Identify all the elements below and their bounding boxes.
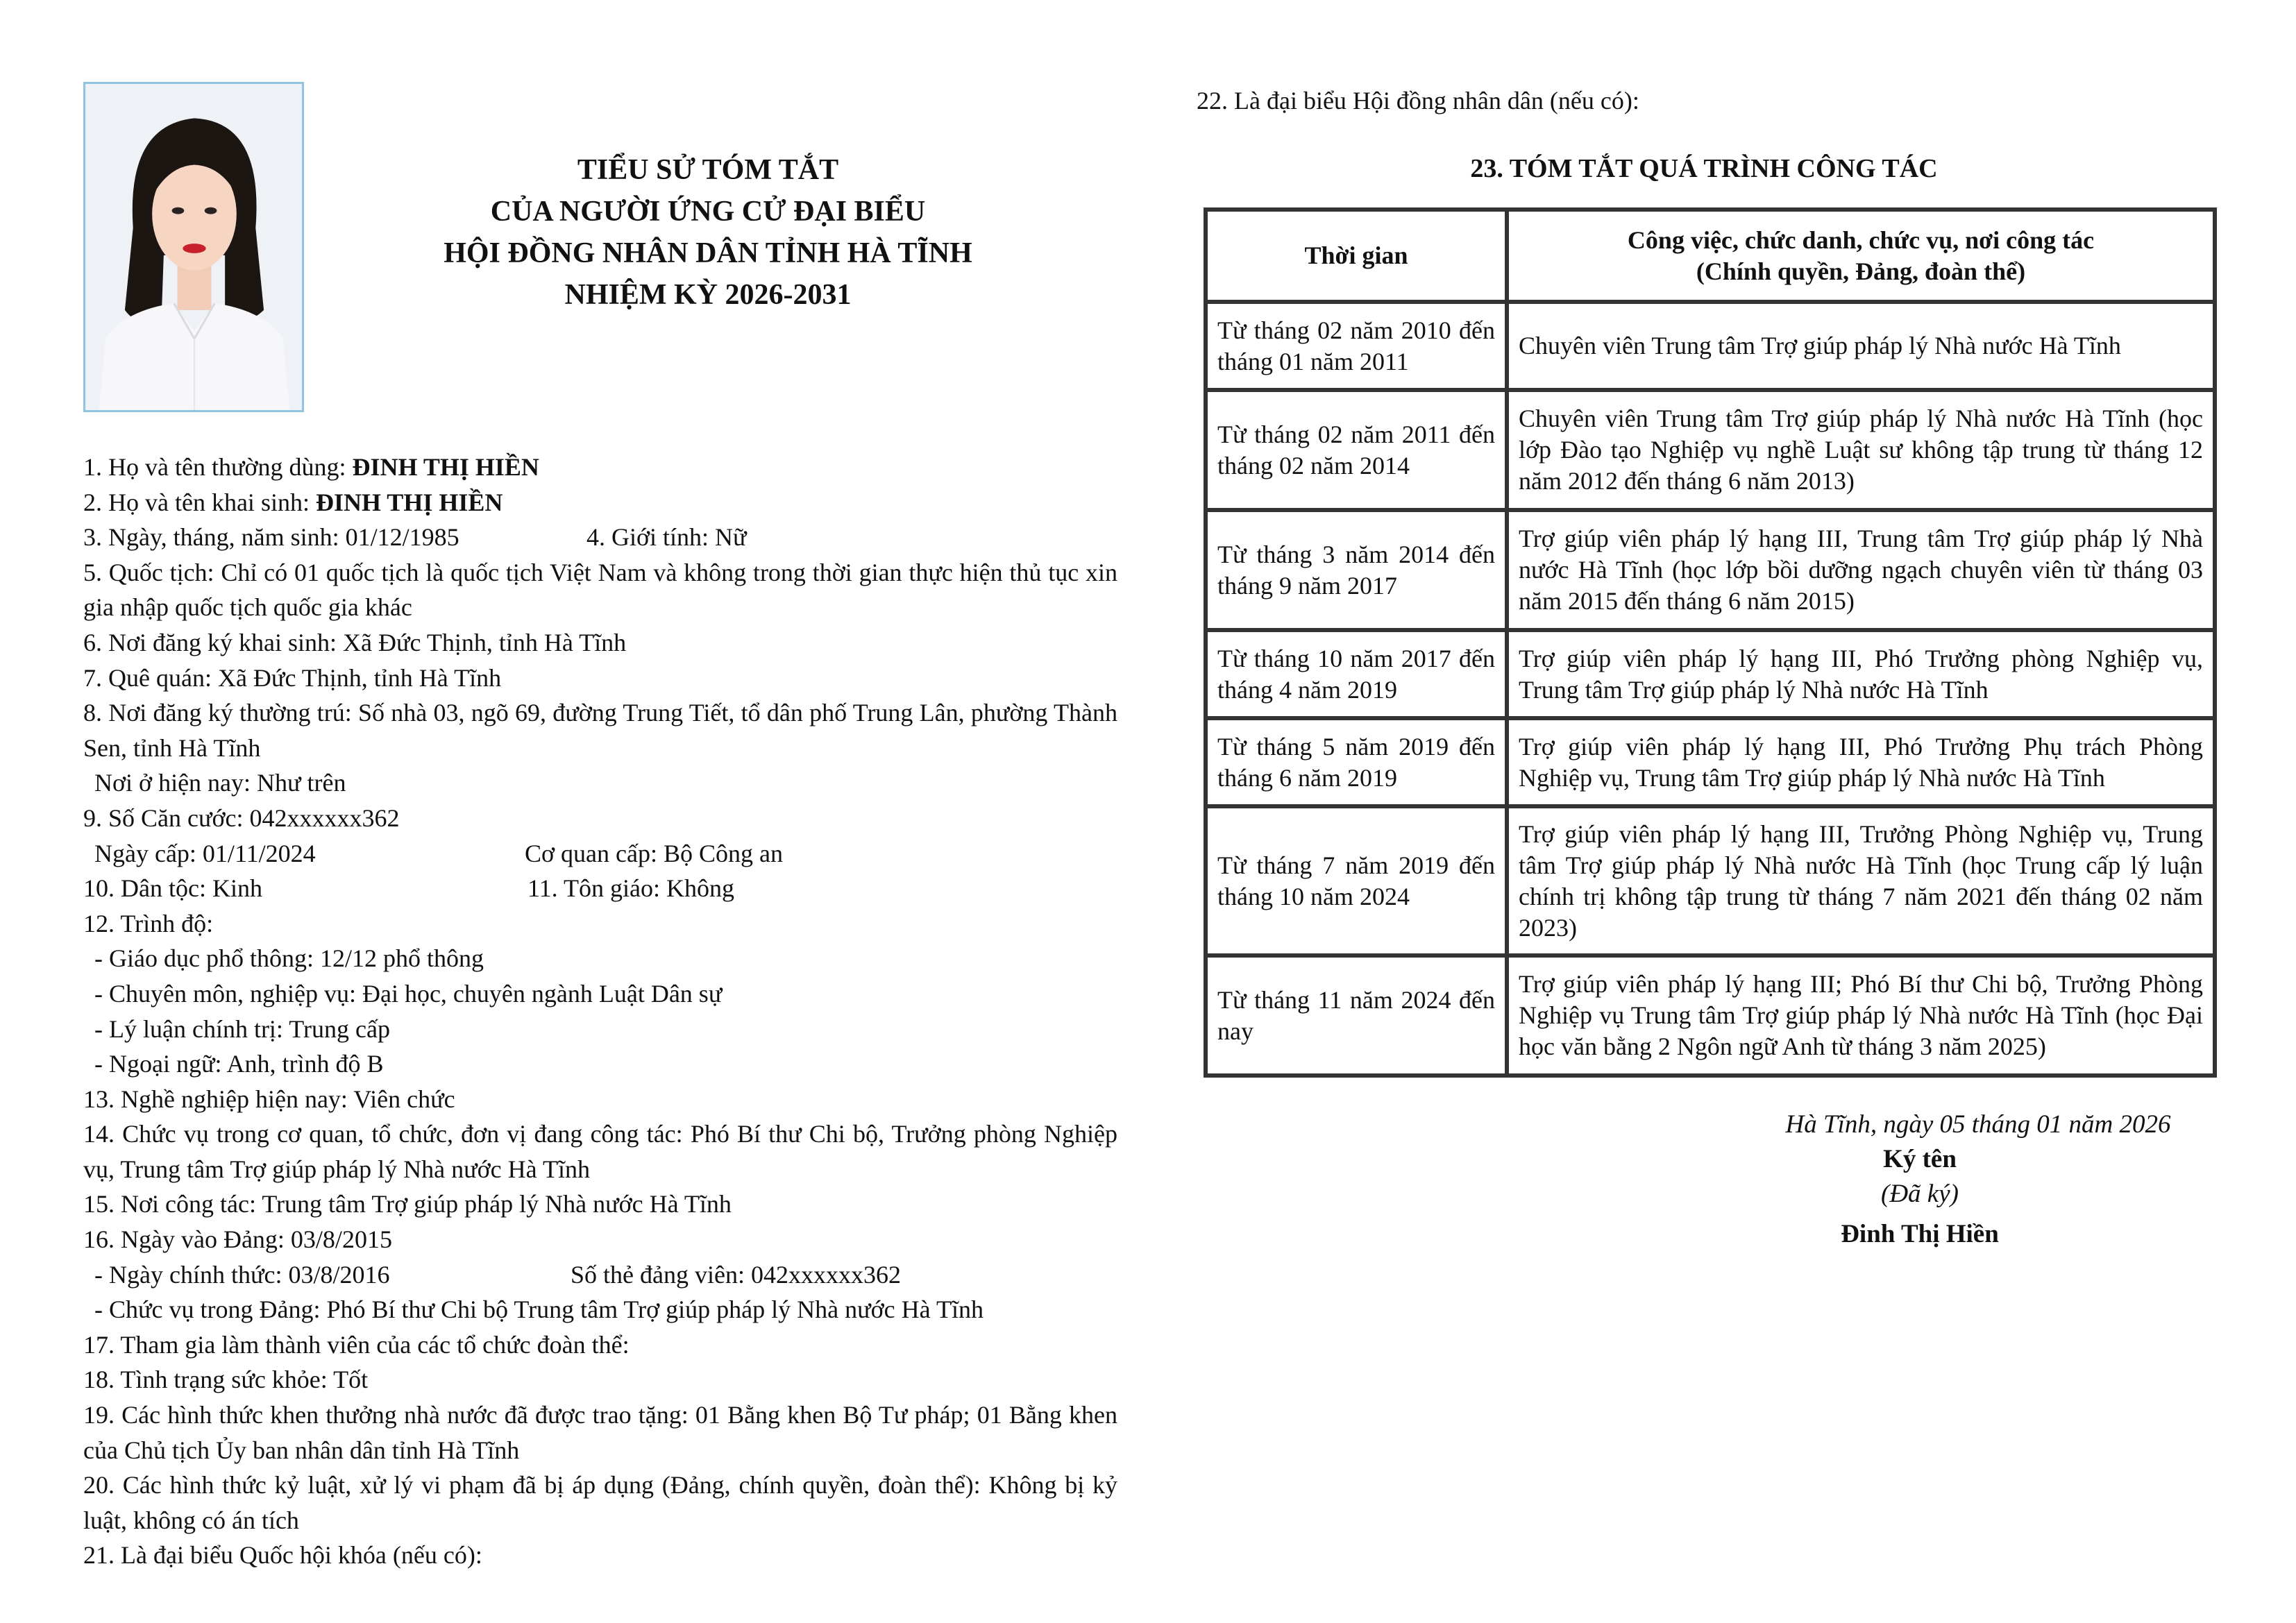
table-row xyxy=(1206,630,2215,718)
career-summary-heading: 23. TÓM TẮT QUÁ TRÌNH CÔNG TÁC xyxy=(1470,154,1938,183)
field-awards: 19. Các hình thức khen thưởng nhà nước đã được trao tặng: 01 Bằng khen Bộ Tư pháp; 01 Bằng khen của Chủ tịch Ủy ban nhân dân tỉnh Hà Tĩnh xyxy=(83,1401,1117,1464)
row-time: Từ tháng 10 năm 2017 đến tháng 4 năm 2019 xyxy=(1206,630,1507,718)
row-time: Từ tháng 5 năm 2019 đến tháng 6 năm 2019 xyxy=(1206,718,1507,806)
field-hometown: 7. Quê quán: Xã Đức Thịnh, tỉnh Hà Tĩnh xyxy=(83,663,502,692)
field-party-position: - Chức vụ trong Đảng: Phó Bí thư Chi bộ Trung tâm Trợ giúp pháp lý Nhà nước Hà Tĩnh xyxy=(94,1295,984,1324)
table-row xyxy=(1206,510,2215,630)
field-education-general: - Giáo dục phổ thông: 12/12 phổ thông xyxy=(94,944,484,973)
field-education-major: - Chuyên môn, nghiệp vụ: Đại học, chuyên ngành Luật Dân sự xyxy=(94,979,723,1008)
portrait-illustration xyxy=(85,84,302,410)
signer-name: Đinh Thị Hiền xyxy=(1841,1220,1999,1248)
field-party-official-date: - Ngày chính thức: 03/8/2016 xyxy=(94,1260,390,1289)
field-discipline: 20. Các hình thức kỷ luật, xử lý vi phạm đã bị áp dụng (Đảng, chính quyền, đoàn thể): Không bị kỷ luật, không có án tích xyxy=(83,1471,1117,1534)
field-birth-registration: 6. Nơi đăng ký khai sinh: Xã Đức Thịnh, tỉnh Hà Tĩnh xyxy=(83,628,627,656)
field-ethnicity: 10. Dân tộc: Kinh xyxy=(83,874,262,903)
field-id-issuer: Cơ quan cấp: Bộ Công an xyxy=(525,839,783,867)
row-description: Chuyên viên Trung tâm Trợ giúp pháp lý Nhà nước Hà Tĩnh xyxy=(1507,302,2215,390)
field-party-card: Số thẻ đảng viên: 042xxxxxx362 xyxy=(571,1260,901,1289)
field-id-number: 9. Số Căn cước: 042xxxxxx362 xyxy=(83,804,400,832)
field-party-join-date: 16. Ngày vào Đảng: 03/8/2015 xyxy=(83,1225,392,1254)
field-organizations: 17. Tham gia làm thành viên của các tổ chức đoàn thể: xyxy=(83,1330,630,1359)
field-education-language: - Ngoại ngữ: Anh, trình độ B xyxy=(94,1050,384,1078)
header-description: Công việc, chức danh, chức vụ, nơi công tác (Chính quyền, Đảng, đoàn thể) xyxy=(1507,210,2215,302)
field-birth-name: 2. Họ và tên khai sinh: ĐINH THỊ HIỀN xyxy=(83,488,503,516)
signature-label: Ký tên xyxy=(1883,1145,1957,1173)
field-occupation: 13. Nghề nghiệp hiện nay: Viên chức xyxy=(83,1085,455,1113)
row-description: Trợ giúp viên pháp lý hạng III, Trung tâm Trợ giúp pháp lý Nhà nước Hà Tĩnh (học lớp bồi dưỡng ngạch chuyên viên từ tháng 03 năm 2015 đến tháng 6 năm 2015) xyxy=(1507,510,2215,630)
row-time: Từ tháng 11 năm 2024 đến nay xyxy=(1206,955,1507,1076)
row-description: Chuyên viên Trung tâm Trợ giúp pháp lý Nhà nước Hà Tĩnh (học lớp Đào tạo Nghiệp vụ nghề Luật sư không tập trung từ tháng 12 năm 2012 đến tháng 6 năm 2013) xyxy=(1507,390,2215,510)
signature-place-date: Hà Tĩnh, ngày 05 tháng 01 năm 2026 xyxy=(1785,1110,2171,1139)
row-description: Trợ giúp viên pháp lý hạng III, Phó Trưởng Phụ trách Phòng Nghiệp vụ, Trung tâm Trợ giúp pháp lý Nhà nước Hà Tĩnh xyxy=(1507,718,2215,806)
birth-name-value: ĐINH THỊ HIỀN xyxy=(315,488,503,516)
field-workplace: 15. Nơi công tác: Trung tâm Trợ giúp pháp lý Nhà nước Hà Tĩnh xyxy=(83,1190,732,1218)
common-name-value: ĐINH THỊ HIỀN xyxy=(352,453,539,481)
field-education: 12. Trình độ: xyxy=(83,909,214,937)
table-row xyxy=(1206,718,2215,806)
table-row xyxy=(1206,390,2215,510)
personal-info xyxy=(83,450,1117,1573)
field-health: 18. Tình trạng sức khỏe: Tốt xyxy=(83,1366,369,1394)
field-id-issue-date: Ngày cấp: 01/11/2024 xyxy=(94,839,316,867)
field-ethnic-religion xyxy=(83,871,1117,906)
row-time: Từ tháng 02 năm 2011 đến tháng 02 năm 2014 xyxy=(1206,390,1507,510)
field-current-residence: Nơi ở hiện nay: Như trên xyxy=(94,769,346,797)
row-description: Trợ giúp viên pháp lý hạng III; Phó Bí thư Chi bộ, Trưởng Phòng Nghiệp vụ Trung tâm Trợ giúp pháp lý Nhà nước Hà Tĩnh (học Đại học văn bằng 2 Ngôn ngữ Anh từ tháng 3 năm 2025) xyxy=(1507,955,2215,1076)
table-row xyxy=(1206,955,2215,1076)
header-time: Thời gian xyxy=(1206,210,1507,302)
field-dob: 3. Ngày, tháng, năm sinh: 01/12/1985 xyxy=(83,523,459,552)
field-education-politics: - Lý luận chính trị: Trung cấp xyxy=(94,1014,390,1043)
row-description: Trợ giúp viên pháp lý hạng III, Phó Trưởng phòng Nghiệp vụ, Trung tâm Trợ giúp pháp lý Nhà nước Hà Tĩnh xyxy=(1507,630,2215,718)
row-time: Từ tháng 02 năm 2010 đến tháng 01 năm 2011 xyxy=(1206,302,1507,390)
field-party-official xyxy=(83,1257,1117,1293)
title-line-3: HỘI ĐỒNG NHÂN DÂN TỈNH HÀ TĨNH xyxy=(444,237,972,269)
row-time: Từ tháng 7 năm 2019 đến tháng 10 năm 2024 xyxy=(1206,806,1507,955)
title-line-1: TIỂU SỬ TÓM TẮT xyxy=(577,154,839,186)
field-religion: 11. Tôn giáo: Không xyxy=(527,874,734,903)
signature-block xyxy=(1666,1107,2290,1246)
career-table-header xyxy=(1206,210,2215,302)
field-dob-gender xyxy=(83,520,1117,555)
signature-signed-note: (Đã ký) xyxy=(1881,1180,1959,1208)
field-permanent-residence: 8. Nơi đăng ký thường trú: Số nhà 03, ngõ 69, đường Trung Tiết, tổ dân phố Trung Lân, phường Thành Sen, tỉnh Hà Tĩnh xyxy=(83,699,1117,762)
row-time: Từ tháng 3 năm 2014 đến tháng 9 năm 2017 xyxy=(1206,510,1507,630)
field-national-assembly: 21. Là đại biểu Quốc hội khóa (nếu có): xyxy=(83,1541,482,1570)
table-row xyxy=(1206,302,2215,390)
table-row xyxy=(1206,806,2215,955)
title-line-4: NHIỆM KỲ 2026-2031 xyxy=(564,279,852,311)
row-description: Trợ giúp viên pháp lý hạng III, Trưởng Phòng Nghiệp vụ, Trung tâm Trợ giúp pháp lý Nhà nước Hà Tĩnh (học Trung cấp lý luận chính trị không tập trung từ tháng 7 năm 2021 đến tháng 02 năm 2023) xyxy=(1507,806,2215,955)
document-title xyxy=(347,149,1069,316)
field-council-delegate: 22. Là đại biểu Hội đồng nhân dân (nếu có): xyxy=(1197,87,1639,114)
field-nationality: 5. Quốc tịch: Chỉ có 01 quốc tịch là quốc tịch Việt Nam và không trong thời gian thực hiện thủ tục xin gia nhập quốc tịch quốc gia khác xyxy=(83,558,1117,622)
field-gender: 4. Giới tính: Nữ xyxy=(586,523,747,552)
career-table xyxy=(1204,207,2217,1078)
field-id-issue xyxy=(83,836,1117,872)
title-line-2: CỦA NGƯỜI ỨNG CỬ ĐẠI BIỂU xyxy=(490,196,926,228)
field-position: 14. Chức vụ trong cơ quan, tổ chức, đơn vị đang công tác: Phó Bí thư Chi bộ, Trưởng phòng Nghiệp vụ, Trung tâm Trợ giúp pháp lý Nhà nước Hà Tĩnh xyxy=(83,1120,1117,1183)
portrait-photo xyxy=(83,82,304,412)
field-common-name: 1. Họ và tên thường dùng: ĐINH THỊ HIỀN xyxy=(83,453,539,481)
